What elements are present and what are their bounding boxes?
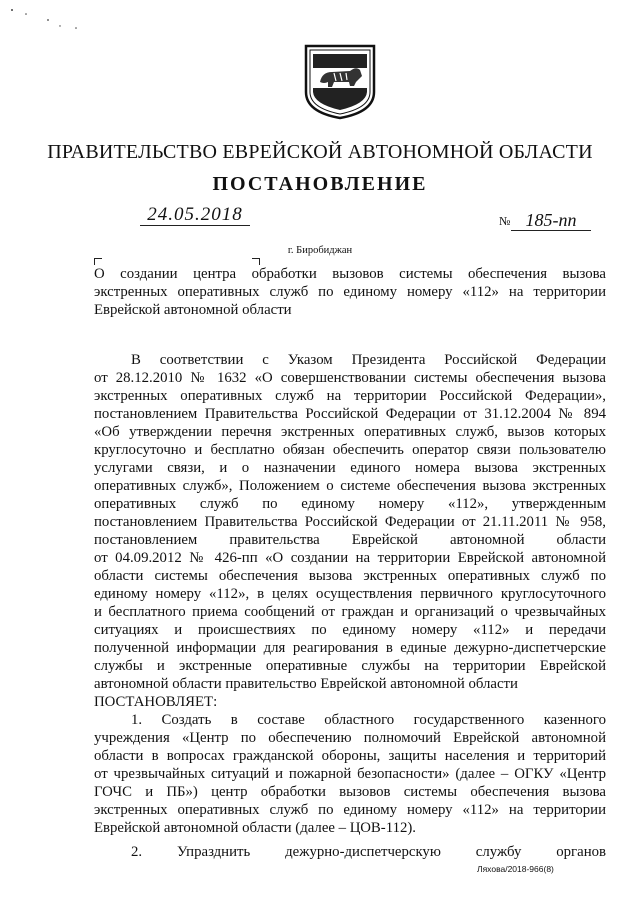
- executor-footer: Ляхова/2018-966(8): [477, 864, 554, 874]
- number-sign: №: [499, 214, 511, 228]
- body-line: области системы обеспечения вызова экстренных оперативных служб по: [94, 568, 606, 584]
- body-line: постановлением Правительства Российской Федерации от 31.12.2004 № 894: [94, 406, 606, 422]
- body-line: службы и экстренные оперативные службы на территории Еврейской: [94, 658, 606, 674]
- clause-1-line: 1. Создать в составе областного государственного казенного: [131, 712, 606, 728]
- scan-specks: [8, 6, 88, 36]
- document-type-heading: ПОСТАНОВЛЕНИЕ: [212, 173, 428, 195]
- city-label: г. Биробиджан: [287, 245, 353, 256]
- body-line: оперативных служб», Положением о системе обеспечения вызова экстренных: [94, 478, 606, 494]
- body-line: экстренных оперативных служб на территории Российской Федерации»,: [94, 388, 606, 404]
- body-line: от 28.12.2010 № 1632 «О совершенствовании системы обеспечения вызова: [94, 370, 606, 386]
- title-line: экстренных оперативных служб по единому номеру «112» на территории: [94, 284, 606, 300]
- body-line: постановлением Правительства Российской Федерации от 21.11.2011 № 958,: [94, 514, 606, 530]
- clause-1-line: ГОЧС и ПБ») центр обработки вызовов системы обеспечения вызова: [94, 784, 606, 800]
- title-line: О создании центра обработки вызовов системы обеспечения вызова: [94, 266, 606, 282]
- title-line: Еврейской автономной области: [94, 302, 292, 318]
- body-line: круглосуточно и бесплатно обязан обеспечить оператор связи пользователю: [94, 442, 606, 458]
- clause-1-line: от чрезвычайных ситуаций и пожарной безопасности» (далее – ОГКУ «Центр: [94, 766, 606, 782]
- body-line: оперативных служб по единому номеру «112», утвержденным: [94, 496, 606, 512]
- body-line: «Об утверждении перечня экстренных оперативных служб, вызов которых: [94, 424, 606, 440]
- decree-number: 185-пп: [511, 210, 591, 231]
- body-line: и бесплатного приема сообщений от граждан и организаций о чрезвычайных: [94, 604, 606, 620]
- government-heading: ПРАВИТЕЛЬСТВО ЕВРЕЙСКОЙ АВТОНОМНОЙ ОБЛАСТИ: [47, 141, 593, 163]
- clause-2-line: 2. Упразднить дежурно-диспетчерскую службу органов: [131, 844, 606, 860]
- body-line: В соответствии с Указом Президента Российской Федерации: [131, 352, 606, 368]
- body-line: полученной информации для реагирования в единые дежурно-диспетчерские: [94, 640, 606, 656]
- decree-date: 24.05.2018: [140, 205, 250, 226]
- clause-1-line: экстренных оперативных служб по единому номеру «112» на территории: [94, 802, 606, 818]
- body-line: от 04.09.2012 № 426-пп «О создании на территории Еврейской автономной: [94, 550, 606, 566]
- body-line: автономной области правительство Еврейской автономной области: [94, 676, 518, 692]
- body-line: единому номеру «112», в целях осуществления первичного круглосуточного: [94, 586, 606, 602]
- coat-of-arms-emblem: [300, 42, 380, 120]
- clause-1-line: учреждения «Центр по обеспечению полномочий Еврейской автономной: [94, 730, 606, 746]
- body-line: услугами связи, и о назначении единого номера вызова экстренных: [94, 460, 606, 476]
- resolves-heading: ПОСТАНОВЛЯЕТ:: [94, 694, 218, 710]
- body-line: постановлением правительства Еврейской автономной области: [94, 532, 606, 548]
- clause-1-line: области в вопросах гражданской обороны, защиты населения и территорий: [94, 748, 606, 764]
- body-line: ситуациях и происшествиях по единому номеру «112» и передачи: [94, 622, 606, 638]
- title-bracket-left: [94, 258, 102, 265]
- clause-1-line: Еврейской автономной области (далее – ЦОВ-112).: [94, 820, 416, 836]
- title-bracket-right: [252, 258, 260, 265]
